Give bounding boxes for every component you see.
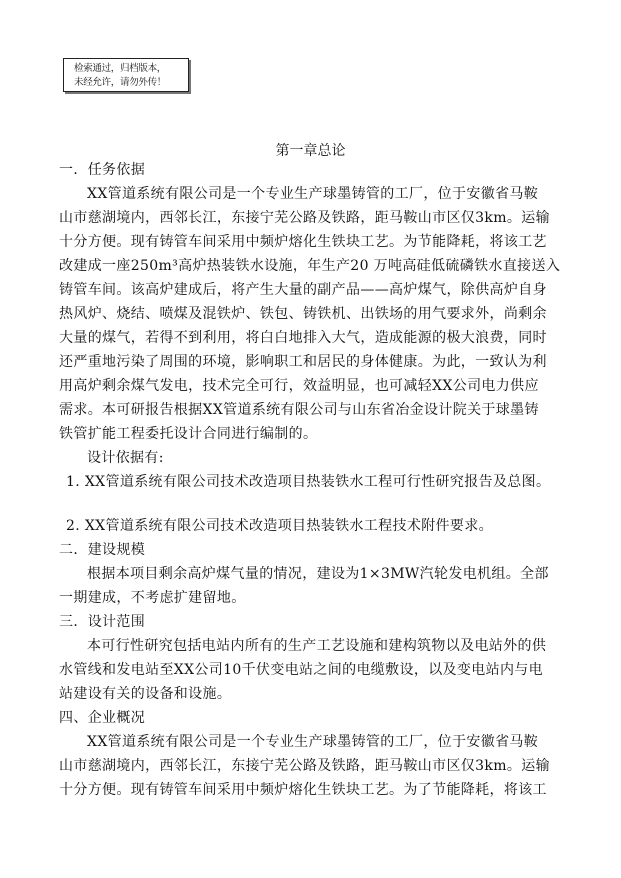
- paragraph-line: 根据本项目剩余高炉煤气量的情况，建设为1×3MW汽轮发电机组。全部: [87, 566, 549, 582]
- paragraph-line: 还严重地污染了周围的环境，影响职工和居民的身体健康。为此，一致认为利: [59, 354, 547, 370]
- paragraph-line: 山市慈湖境内，西邻长江，东接宁芜公路及铁路，距马鞍山市区仅3km。运输: [59, 210, 550, 226]
- paragraph-line: 水管线和发电站至XX公司10千伏变电站之间的电缆敷设，以及变电站内与电: [59, 662, 543, 678]
- paragraph-line: 站建设有关的设备和设施。: [59, 686, 232, 702]
- paragraph-line: 本可行性研究包括电站内所有的生产工艺设施和建构筑物以及电站外的供: [87, 638, 547, 654]
- paragraph-line: 需求。本可研报告根据XX管道系统有限公司与山东省冶金设计院关于球墨铸: [59, 402, 539, 418]
- basis-label: 设计依据有:: [87, 450, 164, 466]
- paragraph-line: 铸管车间。该高炉建成后，将产生大量的副产品——高炉煤气，除供高炉自身: [59, 282, 547, 298]
- paragraph-line: XX管道系统有限公司是一个专业生产球墨铸管的工厂，位于安徽省马鞍: [87, 186, 539, 202]
- paragraph-line: 改建成一座250m³高炉热装铁水设施，年生产20 万吨高硅低硫磷铁水直接送入: [59, 258, 561, 274]
- paragraph-line: 山市慈湖境内，西邻长江，东接宁芜公路及铁路，距马鞍山市区仅3km。运输: [59, 758, 550, 774]
- section-heading: 一．任务依据: [59, 162, 146, 178]
- paragraph-line: XX管道系统有限公司是一个专业生产球墨铸管的工厂，位于安徽省马鞍: [87, 734, 539, 750]
- stamp-line-1: 检索通过，归档版本，: [74, 63, 167, 74]
- paragraph-line: 用高炉剩余煤气发电，技术完全可行，效益明显，也可减轻XX公司电力供应: [59, 378, 539, 394]
- section-heading: 三．设计范围: [59, 614, 146, 630]
- stamp-line-2: 未经允许，请勿外传！: [74, 77, 167, 88]
- paragraph-line: 铁管扩能工程委托设计合同进行编制的。: [59, 426, 318, 442]
- paragraph-line: 十分方便。现有铸管车间采用中频炉熔化生铁块工艺。为节能降耗，将该工艺: [59, 234, 547, 250]
- paragraph-line: 十分方便。现有铸管车间采用中频炉熔化生铁块工艺。为了节能降耗，将该工: [59, 782, 547, 798]
- paragraph-line: 热风炉、烧结、喷煤及混铁炉、铁包、铸铁机、出铁场的用气要求外，尚剩余: [59, 306, 547, 322]
- section-heading: 四、企业概况: [59, 710, 146, 726]
- list-item: 2. XX管道系统有限公司技术改造项目热装铁水工程技术附件要求。: [66, 518, 493, 534]
- paragraph-line: 大量的煤气，若得不到利用，将白白地排入大气，造成能源的极大浪费，同时: [59, 330, 547, 346]
- watermark-stamp: [63, 58, 189, 92]
- list-item: 1. XX管道系统有限公司技术改造项目热装铁水工程可行性研究报告及总图。: [66, 474, 551, 490]
- paragraph-line: 一期建成，不考虑扩建留地。: [59, 590, 246, 606]
- chapter-title: 第一章总论: [275, 143, 346, 159]
- section-heading: 二．建设规模: [59, 542, 146, 558]
